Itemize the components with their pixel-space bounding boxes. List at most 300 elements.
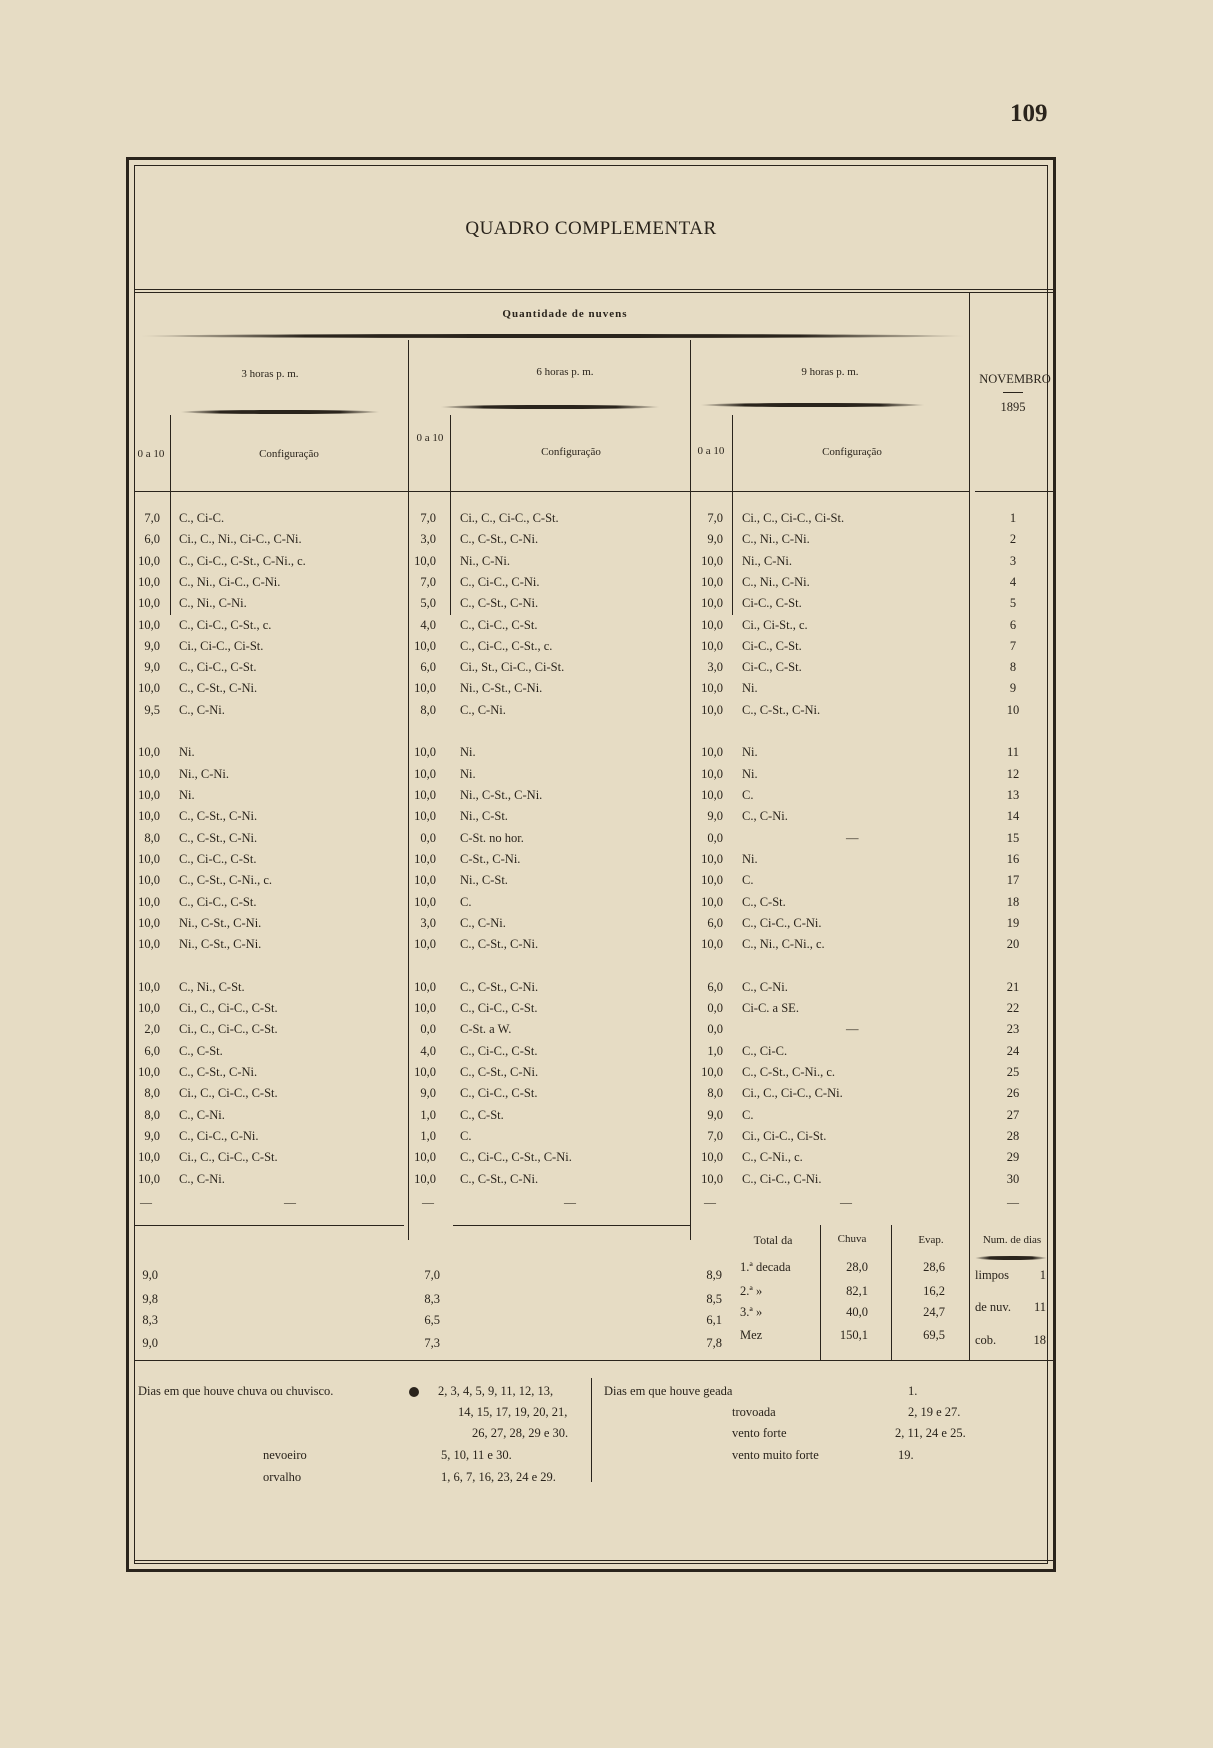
notes-rain-days-3: 26, 27, 28, 29 e 30. xyxy=(472,1426,569,1440)
table-row-3pm-value: 10,0 xyxy=(138,851,160,866)
summary-evap-value: 24,7 xyxy=(923,1305,945,1319)
header-month: NOVEMBRO xyxy=(979,372,1051,386)
table-row-9pm-config: C., C-St., C-Ni. xyxy=(742,702,821,717)
table-row-9pm-config: Ni. xyxy=(742,745,758,760)
group-brace xyxy=(140,334,965,338)
table-row-9pm-config: Ci., Ci-C., Ci-St. xyxy=(742,1128,827,1143)
table-row-6pm-value: 5,0 xyxy=(420,596,436,611)
table-row-6pm-value: 1,0 xyxy=(420,1107,436,1122)
table-row-6pm-config: C., Ci-C., C-St., C-Ni. xyxy=(460,1150,572,1165)
header-scale-9pm: 0 a 10 xyxy=(697,445,725,457)
table-row-6pm-value: 3,0 xyxy=(420,532,436,547)
summary-col-div-2 xyxy=(891,1225,892,1360)
notes-strong-wind-label: vento muito forte xyxy=(732,1448,819,1462)
table-row-6pm-value: 3,0 xyxy=(420,915,436,930)
table-row-9pm-value: 8,0 xyxy=(707,1086,723,1101)
table-row-day: 4 xyxy=(1009,574,1017,589)
summary-evap-value: 28,6 xyxy=(923,1260,945,1274)
table-row-6pm-config: C-St., C-Ni. xyxy=(460,851,521,866)
table-row-day: 10 xyxy=(1006,702,1020,717)
summary-bottom-rule xyxy=(134,1360,1053,1361)
table-row-6pm-config: C., Ci-C., C-Ni. xyxy=(460,574,540,589)
table-row-9pm-value: 0,0 xyxy=(707,1001,723,1016)
table-row-6pm-value: 9,0 xyxy=(420,1086,436,1101)
table-row-6pm-config: Ni., C-St. xyxy=(460,809,508,824)
table-row-6pm-config: Ni., C-St. xyxy=(460,873,508,888)
notes-dew-label: orvalho xyxy=(263,1470,302,1484)
notes-thunder-label: trovoada xyxy=(732,1405,776,1419)
table-row-6pm-value: 1,0 xyxy=(420,1128,436,1143)
notes-frost-label: Dias em que houve geada xyxy=(604,1384,733,1398)
summary-period-label: 3.ª » xyxy=(740,1305,763,1319)
table-row-6pm-config: C-St. a W. xyxy=(460,1022,512,1037)
table-row-3pm-value: 10,0 xyxy=(138,915,160,930)
table-row-day: 29 xyxy=(1006,1150,1020,1165)
table-row-6pm-config: C., C-St. xyxy=(460,1107,504,1122)
table-row-3pm-config: C., C-St., C-Ni. xyxy=(179,681,258,696)
table-row-day: 30 xyxy=(1006,1171,1020,1186)
summary-col-div xyxy=(820,1225,821,1360)
table-row-9pm-config: C., C-St. xyxy=(742,894,786,909)
notes-fog-days: 5, 10, 11 e 30. xyxy=(441,1448,512,1462)
summary-9pm-mean: 7,8 xyxy=(706,1336,722,1350)
table-row-9pm-value: 10,0 xyxy=(701,1065,723,1079)
summary-6pm-mean: 7,3 xyxy=(424,1336,440,1350)
table-row-3pm-value: 10,0 xyxy=(138,788,160,802)
table-row-6pm-value: 10,0 xyxy=(414,553,436,568)
table-row-6pm-value: 10,0 xyxy=(414,1001,436,1016)
period-brace-1 xyxy=(180,410,380,414)
table-row-9pm-value: 9,0 xyxy=(707,809,723,824)
table-row-9pm-value: 7,0 xyxy=(707,511,723,525)
table-row-9pm-config: — xyxy=(846,830,859,845)
header-scale-6pm: 0 a 10 xyxy=(416,432,444,444)
table-row-9pm-value: 10,0 xyxy=(701,788,723,802)
table-row-9pm-config: Ci-C., C-St. xyxy=(742,638,802,653)
table-row-6pm-config: C., Ci-C., C-St. xyxy=(460,617,538,632)
notes-thunder-days: 2, 19 e 27. xyxy=(908,1405,961,1419)
table-row-6pm-value: 7,0 xyxy=(420,511,436,525)
summary-9pm-mean: 8,9 xyxy=(706,1268,722,1282)
table-row-3pm-value: 10,0 xyxy=(138,553,160,568)
table-row-6pm-value: 4,0 xyxy=(420,617,436,632)
summary-chuva-label: Chuva xyxy=(837,1233,867,1245)
notes-wind-label: vento forte xyxy=(732,1426,787,1440)
table-row-3pm-value: 10,0 xyxy=(138,681,160,696)
summary-dias-cob-label: cob. xyxy=(975,1333,997,1347)
table-row-9pm-config: C., C-St., C-Ni., c. xyxy=(742,1065,836,1079)
table-row-6pm-value: 10,0 xyxy=(414,1065,436,1079)
header-config-9pm: Configuração xyxy=(822,446,882,458)
table-row-9pm-config: Ci., C., Ci-C., Ci-St. xyxy=(742,511,845,525)
table-row-3pm-config: Ci., C., Ci-C., C-St. xyxy=(179,1022,278,1037)
table-row-3pm-config: C., C-St., C-Ni. xyxy=(179,830,258,845)
table-row-6pm-config: Ni., C-St., C-Ni. xyxy=(460,681,543,696)
table-row-9pm-config: C., C-Ni. xyxy=(742,809,788,824)
table-row-day: 1 xyxy=(1009,511,1017,525)
table-row-day: 12 xyxy=(1006,766,1020,781)
table-row-day: 28 xyxy=(1006,1128,1020,1143)
dash-3pm-value: — xyxy=(140,1195,152,1209)
table-row-9pm-value: 10,0 xyxy=(701,851,723,866)
table-row-9pm-value: 9,0 xyxy=(707,532,723,547)
header-period-9pm: 9 horas p. m. xyxy=(801,366,859,378)
summary-evap-value: 16,2 xyxy=(923,1284,945,1298)
table-row-9pm-value: 0,0 xyxy=(707,830,723,845)
summary-chuva-value: 28,0 xyxy=(846,1260,868,1274)
summary-dias-nuv-label: de nuv. xyxy=(975,1300,1011,1314)
table-row-6pm-config: Ni. xyxy=(460,745,476,760)
notes-strong-wind-days: 19. xyxy=(898,1448,914,1462)
table-row-6pm-config: C., C-St., C-Ni. xyxy=(460,1065,539,1079)
table-row-9pm-config: Ni. xyxy=(742,851,758,866)
summary-3pm-mean: 8,3 xyxy=(142,1313,158,1327)
table-row-6pm-config: C., C-Ni. xyxy=(460,915,506,930)
table-row-9pm-config: C. xyxy=(742,788,754,802)
table-row-9pm-value: 10,0 xyxy=(701,702,723,717)
table-row-9pm-value: 10,0 xyxy=(701,574,723,589)
table-row-day: 6 xyxy=(1009,617,1017,632)
table-row-3pm-value: 9,0 xyxy=(144,1128,160,1143)
table-row-3pm-config: C., Ni., Ci-C., C-Ni. xyxy=(179,574,281,589)
header-bottom-rule-month xyxy=(975,491,1053,492)
table-row-6pm-config: C-St. no hor. xyxy=(460,830,524,845)
table-row-3pm-config: Ni., C-St., C-Ni. xyxy=(179,937,262,952)
table-row-6pm-value: 10,0 xyxy=(414,638,436,653)
table-row-3pm-config: C., C-Ni. xyxy=(179,702,225,717)
notes-wind-days: 2, 11, 24 e 25. xyxy=(895,1426,966,1440)
summary-6pm-mean: 7,0 xyxy=(424,1268,440,1282)
dash-6pm-config: — xyxy=(564,1195,576,1209)
title-bottom-rule xyxy=(134,289,1053,290)
table-row-9pm-config: Ci-C., C-St. xyxy=(742,596,802,611)
table-row-3pm-config: Ni. xyxy=(179,788,195,802)
summary-6pm-mean: 8,3 xyxy=(424,1292,440,1306)
table-row-9pm-value: 10,0 xyxy=(701,873,723,888)
table-row-day: 25 xyxy=(1006,1065,1020,1079)
table-row-3pm-value: 8,0 xyxy=(144,830,160,845)
table-row-6pm-value: 4,0 xyxy=(420,1043,436,1058)
table-row-day: 7 xyxy=(1009,638,1017,653)
table-row-9pm-config: C., Ni., C-Ni., c. xyxy=(742,937,825,952)
table-row-3pm-config: C., C-St., C-Ni. xyxy=(179,809,258,824)
table-row-3pm-config: Ni., C-St., C-Ni. xyxy=(179,915,262,930)
table-row-3pm-value: 10,0 xyxy=(138,809,160,824)
summary-evap-value: 69,5 xyxy=(923,1328,945,1342)
table-row-day: 24 xyxy=(1006,1043,1020,1058)
table-row-9pm-value: 10,0 xyxy=(701,681,723,696)
table-row-3pm-value: 10,0 xyxy=(138,1065,160,1079)
table-row-6pm-value: 10,0 xyxy=(414,788,436,802)
table-row-6pm-value: 10,0 xyxy=(414,1150,436,1165)
table-row-9pm-config: Ni. xyxy=(742,766,758,781)
table-row-day: 15 xyxy=(1006,830,1020,845)
header-period-3pm: 3 horas p. m. xyxy=(241,368,299,380)
table-row-3pm-value: 8,0 xyxy=(144,1107,160,1122)
table-row-3pm-config: C., Ci-C. xyxy=(179,511,225,525)
table-row-6pm-value: 0,0 xyxy=(420,830,436,845)
table-row-6pm-value: 0,0 xyxy=(420,1022,436,1037)
table-row-9pm-config: Ci-C. a SE. xyxy=(742,1001,799,1016)
table-row-9pm-value: 9,0 xyxy=(707,1107,723,1122)
summary-9pm-mean: 6,1 xyxy=(706,1313,722,1327)
month-year-rule xyxy=(1003,392,1023,393)
summary-col-div-3 xyxy=(969,1225,970,1360)
table-row-6pm-value: 10,0 xyxy=(414,1171,436,1186)
table-row-6pm-value: 10,0 xyxy=(414,894,436,909)
summary-period-label: 1.ª decada xyxy=(740,1260,791,1274)
table-row-6pm-config: C. xyxy=(460,894,472,909)
table-row-3pm-config: Ci., C., Ci-C., C-St. xyxy=(179,1086,278,1101)
table-row-day: 19 xyxy=(1006,915,1020,930)
table-row-6pm-config: Ci., St., Ci-C., Ci-St. xyxy=(460,660,565,675)
table-row-9pm-config: C., C-Ni., c. xyxy=(742,1150,803,1165)
table-row-3pm-value: 10,0 xyxy=(138,979,160,994)
table-row-3pm-value: 9,0 xyxy=(144,660,160,675)
notes-divider xyxy=(591,1378,592,1482)
table-row-6pm-value: 8,0 xyxy=(420,702,436,717)
table-row-6pm-config: Ni. xyxy=(460,766,476,781)
table-row-3pm-config: Ci., C., Ci-C., C-St. xyxy=(179,1150,278,1165)
table-row-6pm-config: C., Ci-C., C-St., c. xyxy=(460,638,553,653)
table-row-3pm-config: Ci., C., Ni., Ci-C., C-Ni. xyxy=(179,532,302,547)
table-row-3pm-config: C., Ci-C., C-St. xyxy=(179,660,257,675)
table-row-9pm-value: 10,0 xyxy=(701,638,723,653)
table-row-day: 13 xyxy=(1006,788,1020,802)
table-row-3pm-value: 9,5 xyxy=(144,702,160,717)
table-row-day: 3 xyxy=(1009,553,1017,568)
table-row-3pm-value: 10,0 xyxy=(138,1150,160,1165)
table-row-3pm-config: C., C-St., C-Ni., c. xyxy=(179,873,273,888)
table-row-3pm-value: 10,0 xyxy=(138,574,160,589)
table-row-6pm-value: 10,0 xyxy=(414,681,436,696)
notes-frost-days: 1. xyxy=(908,1384,918,1398)
table-row-9pm-value: 3,0 xyxy=(707,660,723,675)
table-row-6pm-config: C. xyxy=(460,1128,472,1143)
summary-3pm-mean: 9,0 xyxy=(142,1268,158,1282)
summary-top-rule-2 xyxy=(453,1225,690,1226)
table-row-day: 14 xyxy=(1006,809,1020,824)
table-row-3pm-config: C., Ci-C., C-Ni. xyxy=(179,1128,259,1143)
header-scale-3pm: 0 a 10 xyxy=(137,448,165,460)
table-row-9pm-value: 10,0 xyxy=(701,1171,723,1186)
header-period-6pm: 6 horas p. m. xyxy=(536,366,594,378)
notes-rain-days-1: 2, 3, 4, 5, 9, 11, 12, 13, xyxy=(438,1384,554,1398)
period-divider-1 xyxy=(408,340,409,1240)
rain-icon xyxy=(409,1387,419,1397)
table-row-6pm-value: 10,0 xyxy=(414,979,436,994)
dash-9pm-value: — xyxy=(704,1195,716,1209)
table-row-3pm-config: C., Ni., C-Ni. xyxy=(179,596,247,611)
summary-9pm-mean: 8,5 xyxy=(706,1292,722,1306)
table-row-3pm-value: 10,0 xyxy=(138,873,160,888)
table-row-9pm-config: C., Ni., C-Ni. xyxy=(742,532,810,547)
notes-bottom-rule xyxy=(134,1560,1053,1561)
table-row-6pm-config: C., Ci-C., C-St. xyxy=(460,1001,538,1016)
table-row-6pm-config: C., C-St., C-Ni. xyxy=(460,937,539,952)
table-row-6pm-config: Ni., C-St., C-Ni. xyxy=(460,788,543,802)
table-row-3pm-config: C., Ci-C., C-St. xyxy=(179,894,257,909)
table-row-day: 22 xyxy=(1006,1001,1020,1016)
table-row-6pm-config: C., C-Ni. xyxy=(460,702,506,717)
title-bottom-rule-2 xyxy=(134,292,1053,293)
period-divider-2 xyxy=(690,340,691,1240)
header-year: 1895 xyxy=(1000,400,1026,414)
table-row-9pm-config: C., Ni., C-Ni. xyxy=(742,574,810,589)
summary-dias-nuv-value: 11 xyxy=(1033,1300,1046,1314)
table-row-9pm-value: 7,0 xyxy=(707,1128,723,1143)
table-row-day: 16 xyxy=(1006,851,1020,866)
header-group-label: Quantidade de nuvens xyxy=(502,308,628,320)
table-row-3pm-value: 10,0 xyxy=(138,1001,160,1016)
table-row-3pm-value: 10,0 xyxy=(138,937,160,952)
table-row-9pm-value: 10,0 xyxy=(701,1150,723,1165)
summary-3pm-mean: 9,0 xyxy=(142,1336,158,1350)
table-row-day: 18 xyxy=(1006,894,1020,909)
table-row-9pm-value: 10,0 xyxy=(701,553,723,568)
page-number: 109 xyxy=(1010,100,1048,127)
page-title: QUADRO COMPLEMENTAR xyxy=(465,218,717,239)
table-row-9pm-value: 6,0 xyxy=(707,979,723,994)
table-row-6pm-value: 10,0 xyxy=(414,851,436,866)
table-row-day: 27 xyxy=(1006,1107,1020,1122)
table-row-day: 2 xyxy=(1009,532,1017,547)
table-row-3pm-value: 10,0 xyxy=(138,766,160,781)
table-row-9pm-config: Ni. xyxy=(742,681,758,696)
table-row-9pm-config: Ci-C., C-St. xyxy=(742,660,802,675)
table-row-3pm-config: C., C-Ni. xyxy=(179,1171,225,1186)
table-row-3pm-config: C., Ci-C., C-St., c. xyxy=(179,617,272,632)
summary-period-label: 2.ª » xyxy=(740,1284,763,1298)
dash-3pm-config: — xyxy=(284,1195,296,1209)
table-row-6pm-config: C., C-St., C-Ni. xyxy=(460,979,539,994)
summary-dias-limpos-label: limpos xyxy=(975,1268,1010,1282)
notes-rain-days-2: 14, 15, 17, 19, 20, 21, xyxy=(458,1405,568,1419)
table-row-day: 20 xyxy=(1006,937,1020,952)
table-row-9pm-value: 6,0 xyxy=(707,915,723,930)
table-row-9pm-config: Ci., Ci-St., c. xyxy=(742,617,808,632)
dash-day: — xyxy=(1007,1195,1019,1209)
table-row-3pm-config: Ci., Ci-C., Ci-St. xyxy=(179,638,264,653)
table-row-9pm-config: Ci., C., Ci-C., C-Ni. xyxy=(742,1086,843,1101)
table-row-9pm-value: 10,0 xyxy=(701,745,723,760)
table-row-6pm-config: C., Ci-C., C-St. xyxy=(460,1086,538,1101)
summary-3pm-mean: 9,8 xyxy=(142,1292,158,1306)
summary-dias-cob-value: 18 xyxy=(1033,1333,1046,1347)
header-config-6pm: Configuração xyxy=(541,446,601,458)
table-row-3pm-config: C., C-Ni. xyxy=(179,1107,225,1122)
table-row-9pm-config: C. xyxy=(742,873,754,888)
summary-period-label: Mez xyxy=(740,1328,763,1342)
table-row-3pm-config: C., Ni., C-St. xyxy=(179,979,245,994)
table-row-6pm-value: 10,0 xyxy=(414,745,436,760)
month-column-divider xyxy=(969,292,970,1239)
summary-dias-limpos-value: 1 xyxy=(1039,1268,1046,1282)
summary-evap-label: Evap. xyxy=(918,1234,944,1246)
table-row-9pm-config: C., C-Ni. xyxy=(742,979,788,994)
table-row-3pm-value: 7,0 xyxy=(144,511,160,525)
table-row-day: 11 xyxy=(1006,745,1020,760)
table-row-3pm-value: 10,0 xyxy=(138,596,160,611)
table-row-3pm-config: C., C-St., C-Ni. xyxy=(179,1065,258,1079)
table-row-9pm-value: 10,0 xyxy=(701,766,723,781)
table-row-6pm-value: 10,0 xyxy=(414,766,436,781)
summary-chuva-value: 150,1 xyxy=(839,1328,868,1342)
table-row-3pm-config: Ci., C., Ci-C., C-St. xyxy=(179,1001,278,1016)
table-row-9pm-value: 1,0 xyxy=(707,1043,723,1058)
table-row-6pm-config: Ci., C., Ci-C., C-St. xyxy=(460,511,559,525)
dash-9pm-config: — xyxy=(840,1195,852,1209)
table-row-6pm-config: C., C-St., C-Ni. xyxy=(460,532,539,547)
scale-divider-3 xyxy=(732,415,733,615)
table-row-day: 9 xyxy=(1009,681,1017,696)
table-row-6pm-value: 6,0 xyxy=(420,660,436,675)
table-row-3pm-value: 10,0 xyxy=(138,894,160,909)
scale-divider-2 xyxy=(450,415,451,615)
table-row-3pm-config: Ni. xyxy=(179,745,195,760)
table-row-3pm-value: 10,0 xyxy=(138,745,160,760)
table-row-9pm-config: — xyxy=(846,1022,859,1037)
table-row-6pm-value: 10,0 xyxy=(414,873,436,888)
table-row-3pm-value: 10,0 xyxy=(138,1171,160,1186)
table-row-3pm-value: 9,0 xyxy=(144,638,160,653)
notes-fog-label: nevoeiro xyxy=(263,1448,307,1462)
table-row-9pm-config: C., Ci-C., C-Ni. xyxy=(742,1171,822,1186)
table-row-6pm-value: 10,0 xyxy=(414,809,436,824)
table-row-day: 26 xyxy=(1006,1086,1020,1101)
table-row-3pm-value: 10,0 xyxy=(138,617,160,632)
period-brace-2 xyxy=(440,405,660,409)
summary-6pm-mean: 6,5 xyxy=(424,1313,440,1327)
table-row-6pm-config: Ni., C-Ni. xyxy=(460,553,510,568)
table-row-day: 17 xyxy=(1006,873,1020,888)
table-row-day: 8 xyxy=(1009,660,1017,675)
notes-dew-days: 1, 6, 7, 16, 23, 24 e 29. xyxy=(441,1470,556,1484)
summary-brace xyxy=(975,1256,1047,1260)
table-row-6pm-value: 10,0 xyxy=(414,937,436,952)
header-config-3pm: Configuração xyxy=(259,448,319,460)
dash-6pm-value: — xyxy=(422,1195,434,1209)
table-row-9pm-config: C., Ci-C., C-Ni. xyxy=(742,915,822,930)
table-row-day: 5 xyxy=(1009,596,1017,611)
table-row-9pm-value: 0,0 xyxy=(707,1022,723,1037)
table-row-day: 23 xyxy=(1006,1022,1020,1037)
notes-rain-label: Dias em que houve chuva ou chuvisco. xyxy=(138,1384,334,1398)
table-row-3pm-config: C., Ci-C., C-St., C-Ni., c. xyxy=(179,553,306,568)
table-row-9pm-value: 10,0 xyxy=(701,617,723,632)
summary-total-label: Total da xyxy=(753,1233,793,1247)
summary-chuva-value: 82,1 xyxy=(846,1284,868,1298)
table-row-3pm-value: 6,0 xyxy=(144,1043,160,1058)
scale-divider-1 xyxy=(170,415,171,615)
table-row-6pm-config: C., C-St., C-Ni. xyxy=(460,1171,539,1186)
table-row-3pm-config: Ni., C-Ni. xyxy=(179,766,229,781)
summary-num-dias-label: Num. de dias xyxy=(982,1234,1042,1246)
table-row-9pm-value: 10,0 xyxy=(701,894,723,909)
table-row-9pm-config: Ni., C-Ni. xyxy=(742,553,792,568)
table-row-3pm-value: 2,0 xyxy=(144,1022,160,1037)
table-row-3pm-value: 8,0 xyxy=(144,1086,160,1101)
table-row-9pm-config: C. xyxy=(742,1107,754,1122)
table-row-3pm-value: 6,0 xyxy=(144,532,160,547)
table-row-6pm-config: C., Ci-C., C-St. xyxy=(460,1043,538,1058)
table-row-3pm-config: C., C-St. xyxy=(179,1043,223,1058)
table-row-day: 21 xyxy=(1006,979,1020,994)
summary-top-rule xyxy=(134,1225,404,1226)
summary-chuva-value: 40,0 xyxy=(846,1305,868,1319)
period-brace-3 xyxy=(700,403,925,407)
table-row-6pm-value: 7,0 xyxy=(420,574,436,589)
